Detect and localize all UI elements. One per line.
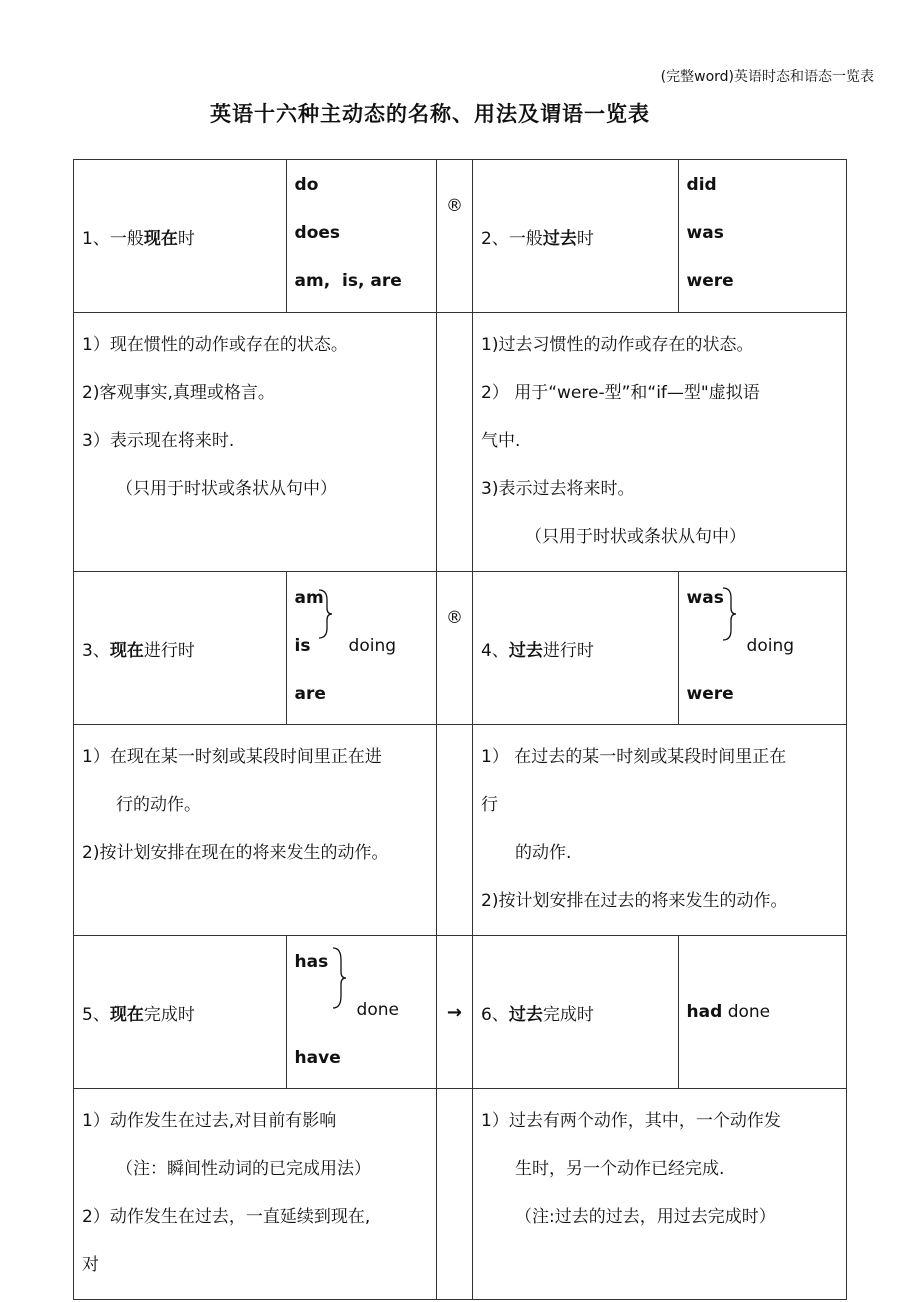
- main-verb: doing: [746, 636, 795, 656]
- verb-forms-cell: [678, 936, 846, 1089]
- usage-cell: 1)过去习惯性的动作或存在的状态。 2） 用于“were-型”和“if—型"虚拟语 气中. 3)表示过去将来时。 （只用于时状或条状从句中）: [473, 313, 847, 572]
- arrow-cell: [436, 313, 472, 572]
- usage-cell: 1）过去有两个动作，其中，一个动作发 生时，另一个动作已经完成. （注:过去的过去，用过去完成时）: [473, 1089, 847, 1300]
- table-row: [74, 936, 847, 1089]
- table-row: [74, 160, 847, 313]
- verb-form: was: [686, 223, 724, 243]
- verb-form: do: [294, 175, 319, 195]
- table-row: [74, 1089, 847, 1300]
- verb-form: is: [294, 636, 311, 656]
- usage-cell: 1）动作发生在过去,对目前有影响 （注：瞬间性动词的已完成用法） 2）动作发生在过去，一直延续到现在, 对: [74, 1089, 437, 1300]
- verb-forms-cell: [678, 160, 846, 313]
- tense-name-cell: 5、现在完成时: [74, 936, 287, 1089]
- verb-form: am, is, are: [294, 271, 402, 291]
- tense-name-cell: 3、现在进行时: [74, 572, 287, 725]
- verb-form: were: [686, 271, 734, 291]
- usage-cell: 1） 在过去的某一时刻或某段时间里正在 行 的动作. 2)按计划安排在过去的将来发生的动作。: [473, 725, 847, 936]
- verb-form: had: [686, 1002, 723, 1022]
- table-row: [74, 313, 847, 572]
- verb-forms-cell: [286, 160, 436, 313]
- arrow-cell: ®: [436, 572, 472, 725]
- document-title: 英语十六种主动态的名称、用法及谓语一览表: [210, 102, 650, 126]
- arrow-cell: ®: [436, 160, 472, 313]
- arrow-cell: →: [436, 936, 472, 1089]
- brace-icon: [317, 588, 333, 640]
- verb-forms-cell: [286, 572, 436, 725]
- main-verb: doing: [348, 636, 397, 656]
- table-row: [74, 572, 847, 725]
- verb-form: are: [294, 684, 326, 704]
- header-note: (完整word)英语时态和语态一览表: [660, 69, 874, 85]
- table-row: [74, 725, 847, 936]
- tense-name-cell: 6、过去完成时: [473, 936, 679, 1089]
- main-verb: done: [727, 1002, 771, 1022]
- verb-form: was: [686, 588, 724, 608]
- arrow-cell: [436, 725, 472, 936]
- verb-forms-cell: [286, 936, 436, 1089]
- tense-name-cell: 1、一般现在时: [74, 160, 287, 313]
- brace-icon: [721, 586, 737, 642]
- verb-form: does: [294, 223, 341, 243]
- verb-form: did: [686, 175, 717, 195]
- usage-cell: 1）在现在某一时刻或某段时间里正在进 行的动作。 2)按计划安排在现在的将来发生的动作。: [74, 725, 437, 936]
- verb-form: has: [294, 952, 329, 972]
- usage-cell: 1）现在惯性的动作或存在的状态。 2)客观事实,真理或格言。 3）表示现在将来时. （只用于时状或条状从句中）: [74, 313, 437, 572]
- tense-name-cell: 4、过去进行时: [473, 572, 679, 725]
- tense-name-cell: 2、一般过去时: [473, 160, 679, 313]
- verb-form: am: [294, 588, 324, 608]
- tense-table: [73, 159, 847, 1300]
- verb-form: have: [294, 1048, 341, 1068]
- verb-form: were: [686, 684, 734, 704]
- brace-icon: [331, 946, 347, 1010]
- main-verb: done: [356, 1000, 399, 1020]
- arrow-cell: [436, 1089, 472, 1300]
- verb-forms-cell: [678, 572, 846, 725]
